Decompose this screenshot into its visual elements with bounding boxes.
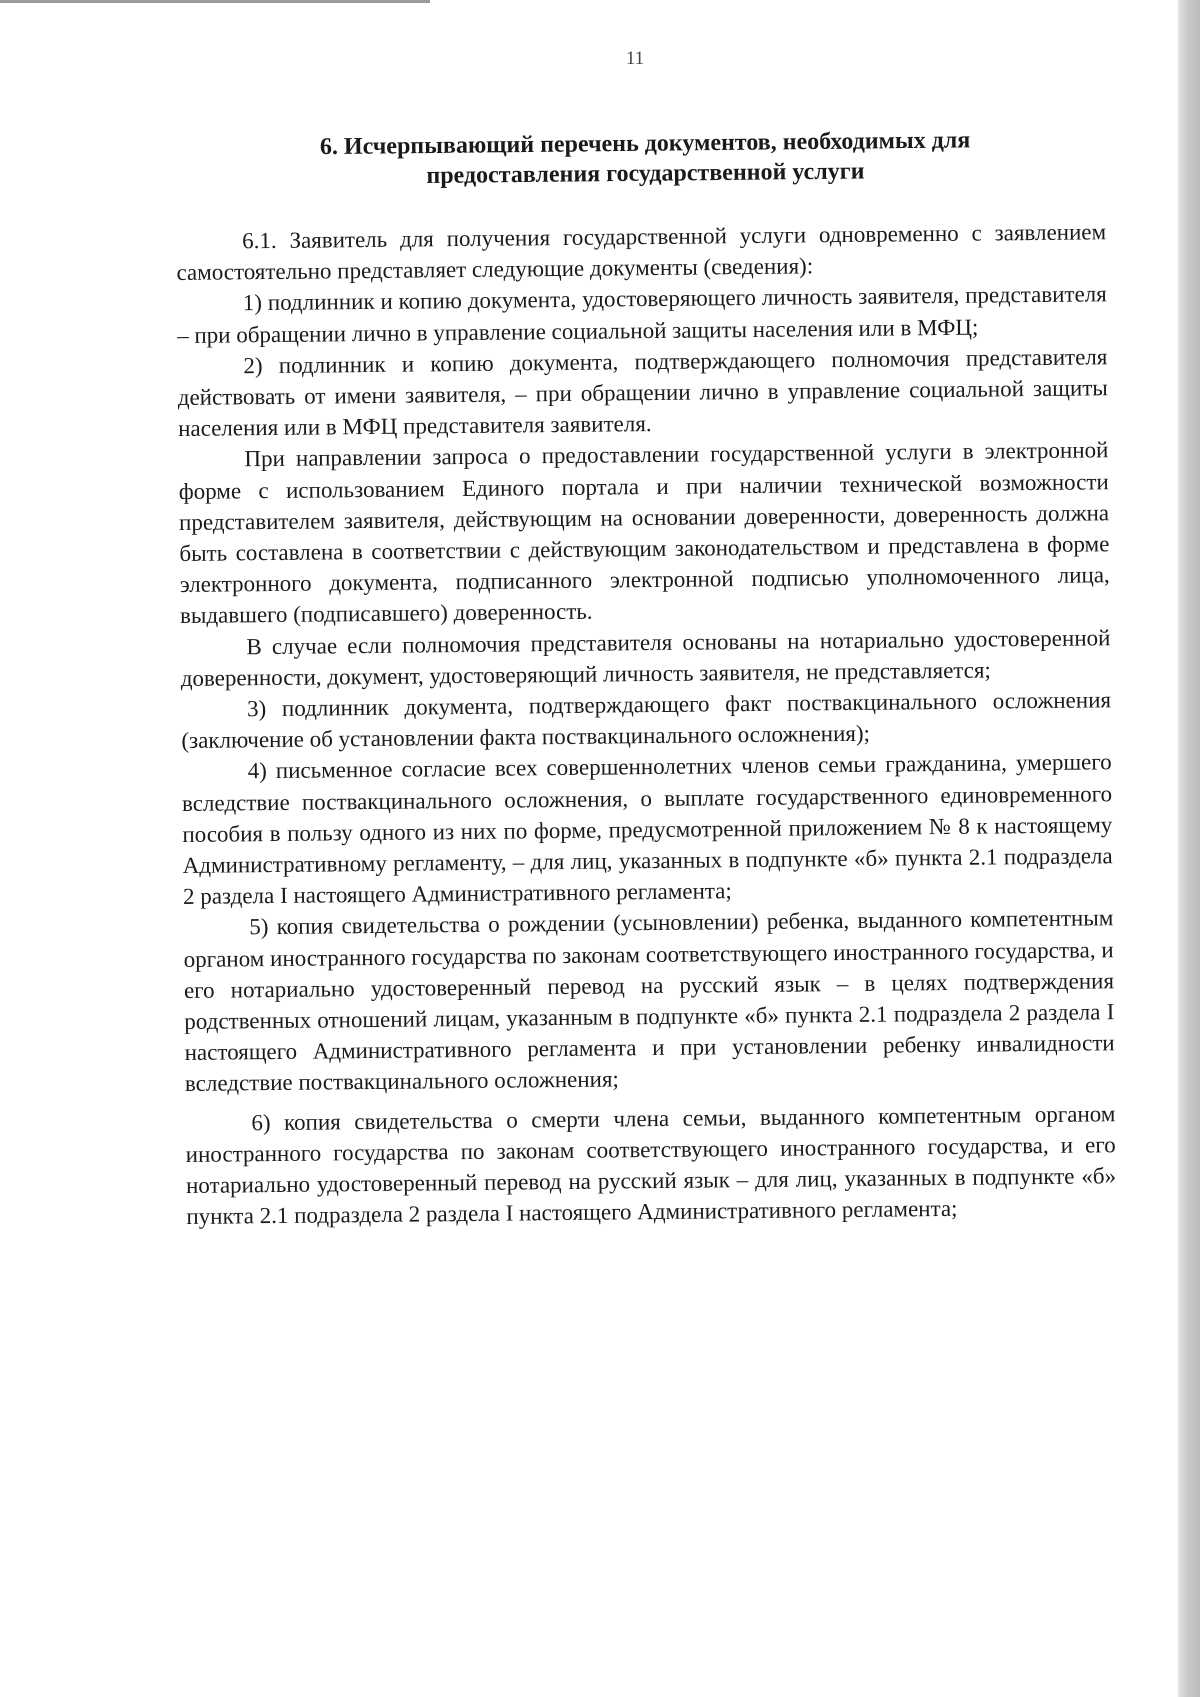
section-heading	[240, 125, 1051, 193]
section-heading-line-2: предоставления государственной услуги	[426, 158, 865, 190]
section-heading-line-1: 6. Исчерпывающий перечень документов, необходимых для	[319, 127, 971, 161]
scan-edge-right	[1178, 0, 1200, 1697]
paragraph-item-6: 6) копия свидетельства о смерти члена семьи, выданного компетентным органом иностранного государства по законам соответствующего иностранного государства, и его нотариально удостоверенный перевод на русский язык – для лиц, указанных в подпункте «б» пункта 2.1 подраздела 2 раздела I настоящего Административного регламента;	[185, 1100, 1117, 1230]
paragraph-item-3: 3) подлинник документа, подтверждающего факт поствакцинального осложнения (заключение об установлении факта поствакцинального осложнения);	[181, 687, 1112, 754]
paragraph-item-2: 2) подлинник и копию документа, подтверждающего полномочия представителя действовать от имени заявителя, – при обращении лично в управление социальной защиты населения или в МФЦ представителя заявителя.	[177, 344, 1108, 442]
paragraph-6-1: 6.1. Заявитель для получения государственной услуги одновременно с заявлением самостоятельно представляет следующие документы (сведения):	[176, 219, 1107, 286]
paragraph-item-1: 1) подлинник и копию документа, удостоверяющего личность заявителя, представителя – при обращении лично в управление социальной защиты населения или в МФЦ;	[177, 281, 1107, 348]
page-number: 11	[625, 48, 645, 69]
paragraph-electronic-request: При направлении запроса о предоставлении государственной услуги в электронной форме с использованием Единого портала и при наличии технической возможности представителем заявителя, действующим на основании доверенности, доверенность должна быть составлена в соответствии с действующим законодательством и представлена в форме электронного документа, подписанного электронной подписью уполномоченного лица, выдавшего (подписавшего) доверенность.	[178, 437, 1110, 629]
paragraph-item-5: 5) копия свидетельства о рождении (усыновлении) ребенка, выданного компетентным органом иностранного государства по законам соответствующего иностранного государства, и его нотариально удостоверенный перевод на русский язык – в целях подтверждения родственных отношений лицам, указанным в подпункте «б» пункта 2.1 подраздела 2 раздела I настоящего Административного регламента и при установлении ребенку инвалидности вследствие поствакцинального осложнения;	[183, 905, 1115, 1097]
document-body	[176, 216, 1116, 1232]
paragraph-item-4: 4) письменное согласие всех совершеннолетних членов семьи гражданина, умершего вследствие поствакцинального осложнения, о выплате государственного единовременного пособия в пользу одного из них по форме, предусмотренной приложением № 8 к настоящему Административному регламенту, – для лиц, указанных в подпункте «б» пункта 2.1 подраздела 2 раздела I настоящего Административного регламента;	[181, 749, 1113, 910]
paragraph-notarial-power: В случае если полномочия представителя основаны на нотариально удостоверенной доверенности, документ, удостоверяющий личность заявителя, не представляется;	[180, 624, 1111, 691]
